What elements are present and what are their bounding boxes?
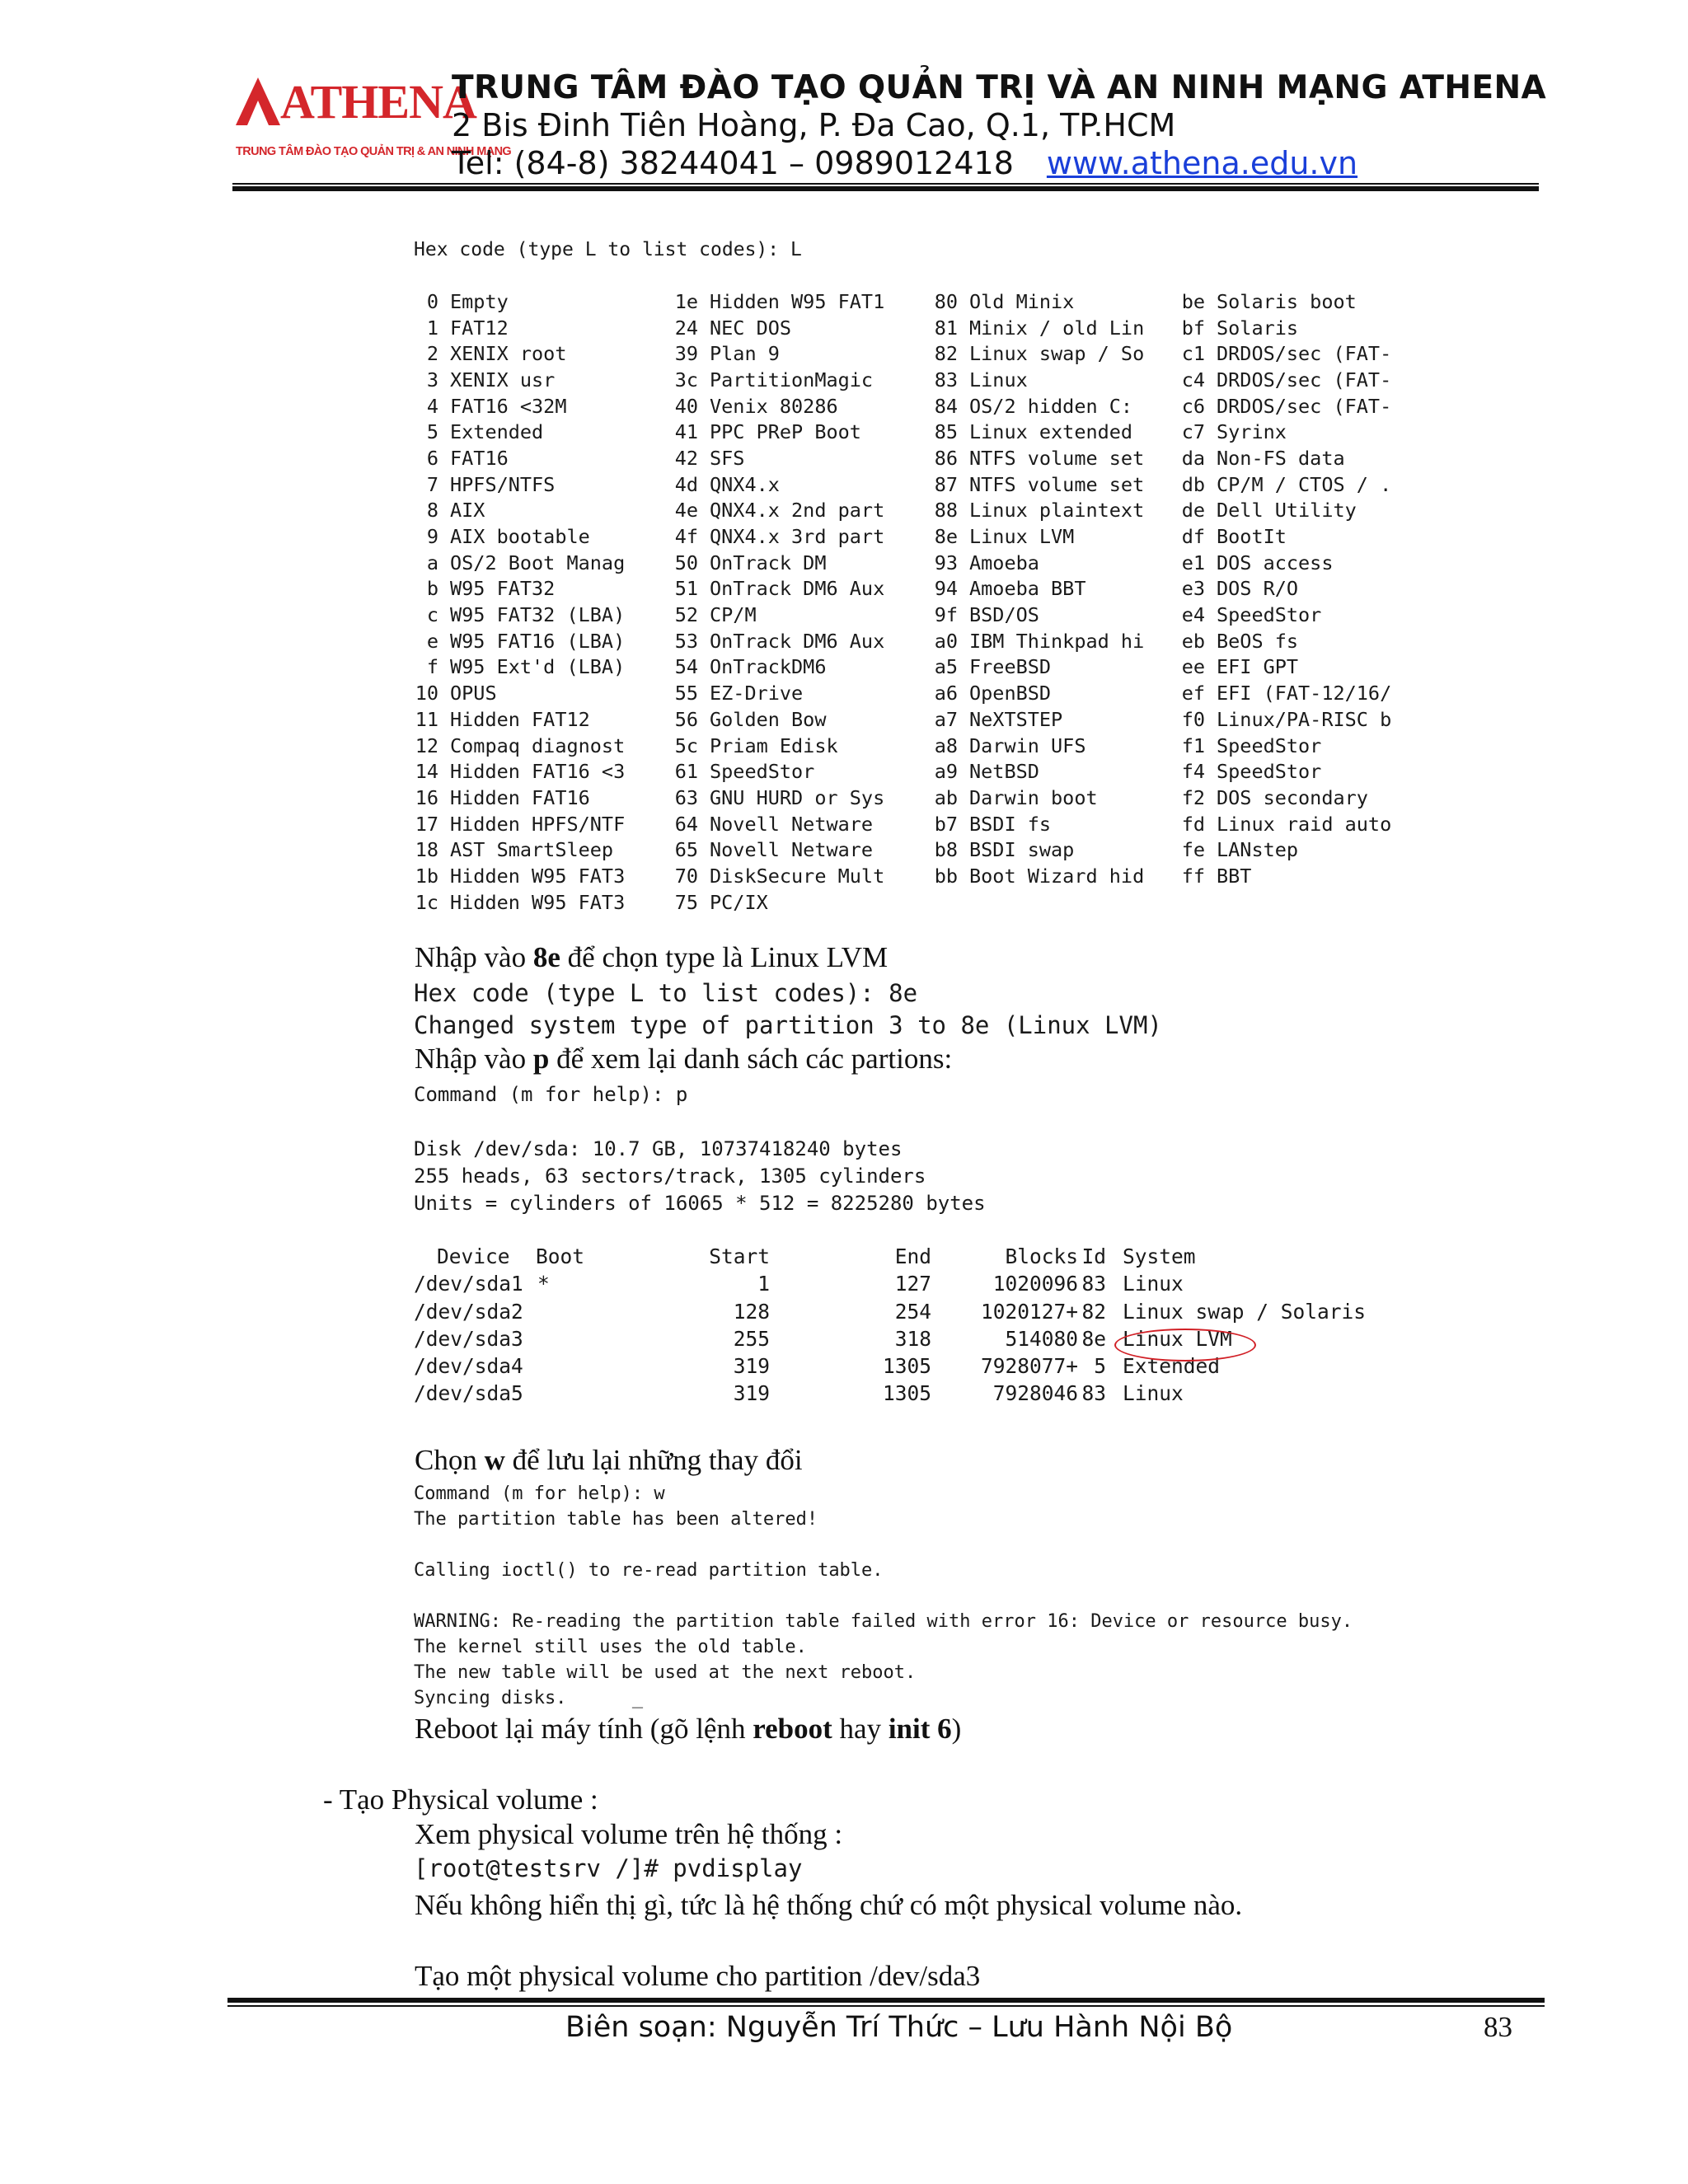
pv-note-text: Nếu không hiển thị gì, tức là hệ thống chứ có một physical volume nào. [415,1889,1243,1921]
type-name-cell: DOS access [1217,551,1334,574]
partition-col-5: 82 [1081,1299,1106,1324]
partition-col-2: 319 [733,1354,770,1379]
type-name-cell: BSD/OS [969,603,1039,627]
type-name-cell: Darwin UFS [969,733,1086,757]
partition-col-6: System [1123,1244,1196,1268]
type-code-cell: 82 [934,342,958,366]
type-code-cell: db [1181,472,1205,496]
type-code-cell: 54 [674,655,698,679]
partition-type-table [414,288,1414,916]
term-w-line-4: Calling ioctl() to re-read partition table. [414,1560,884,1581]
type-code-cell: ff [1181,864,1205,888]
type-code-cell: a9 [934,760,958,784]
partition-col-2: Start [709,1244,770,1268]
term-w-line-8: The new table will be used at the next reboot. [414,1662,917,1683]
type-name-cell: SpeedStor [1217,760,1322,784]
type-code-cell: 1e [674,289,698,313]
type-code-cell: 93 [934,551,958,574]
partition-type-row [414,471,1414,498]
type-code-cell: 7 [426,472,438,496]
header-title: TRUNG TÂM ĐÀO TẠO QUẢN TRỊ VÀ AN NINH MẠNG ATHENA [452,69,1547,106]
type-code-cell: e1 [1181,551,1205,574]
pvdisplay-command: [root@testsrv /]# pvdisplay [414,1854,803,1882]
footer-rule-thick [227,1998,1545,2003]
type-name-cell: Novell Netware [710,838,874,862]
type-name-cell: Old Minix [969,289,1075,313]
type-code-cell: c7 [1181,420,1205,444]
type-code-cell: b7 [934,812,958,836]
type-code-cell: ee [1181,655,1205,679]
logo-subtitle: TRUNG TÂM ĐÀO TẠO QUẢN TRỊ & AN NINH MẠNG [236,145,512,158]
type-name-cell: Extended [450,420,544,444]
type-code-cell: 53 [674,629,698,653]
type-name-cell: W95 FAT32 (LBA) [450,603,626,627]
type-code-cell: eb [1181,629,1205,653]
type-name-cell: Plan 9 [710,342,780,366]
type-name-cell: FAT16 <32M [450,394,567,418]
partition-col-3: 318 [894,1326,931,1351]
type-code-cell: 4d [674,472,698,496]
type-code-cell: 14 [415,760,438,784]
type-name-cell: BSDI fs [969,812,1052,836]
partition-col-4: Blocks [1005,1244,1078,1268]
type-code-cell: 83 [934,368,958,391]
type-name-cell: HPFS/NTFS [450,472,556,496]
type-name-cell: Linux/PA-RISC b [1217,707,1392,731]
type-name-cell: Venix 80286 [710,394,838,418]
step-w-text: Chọn w để lưu lại những thay đổi [415,1444,803,1476]
partition-type-row [414,837,1414,863]
type-name-cell: EZ-Drive [710,682,804,705]
type-code-cell: 51 [674,577,698,601]
type-name-cell: SpeedStor [1217,733,1322,757]
type-name-cell: FAT12 [450,316,509,340]
type-name-cell: QNX4.x [710,472,780,496]
type-name-cell: BBT [1217,864,1252,888]
type-name-cell: DRDOS/sec (FAT- [1217,368,1392,391]
partition-col-4: 1020127+ [980,1299,1078,1324]
header-phone: Tel: (84-8) 38244041 – 0989012418 [452,145,1014,181]
type-name-cell: OnTrack DM6 Aux [710,629,885,653]
type-name-cell: Hidden FAT12 [450,707,590,731]
type-name-cell: Hidden W95 FAT3 [450,864,626,888]
type-code-cell: be [1181,289,1205,313]
type-code-cell: 4 [426,394,438,418]
partition-type-row [414,628,1414,654]
type-name-cell: IBM Thinkpad hi [969,629,1145,653]
type-name-cell: Solaris [1217,316,1299,340]
term-w-line-6: WARNING: Re-reading the partition table failed with error 16: Device or resource busy. [414,1611,1353,1632]
type-code-cell: e3 [1181,577,1205,601]
partition-col-2: 319 [733,1381,770,1406]
partition-col-2: 128 [733,1299,770,1324]
partition-type-row [414,680,1414,706]
type-name-cell: Compaq diagnost [450,733,626,757]
step-p-text: Nhập vào p để xem lại danh sách các partions: [415,1043,953,1075]
partition-type-row [414,315,1414,341]
type-name-cell: NetBSD [969,760,1039,784]
term-w-line-2: The partition table has been altered! [414,1509,818,1530]
type-name-cell: PC/IX [710,890,768,914]
partition-type-row [414,498,1414,524]
type-code-cell: 42 [674,446,698,470]
type-code-cell: 1b [415,864,438,888]
header-website-link[interactable]: www.athena.edu.vn [1046,145,1358,181]
type-code-cell: 39 [674,342,698,366]
type-name-cell: CP/M [710,603,757,627]
type-code-cell: 16 [415,785,438,809]
partition-col-5: 83 [1081,1381,1106,1406]
partition-col-6: Linux swap / Solaris [1123,1299,1367,1324]
reboot-text: Reboot lại máy tính (gõ lệnh reboot hay init 6) [415,1713,962,1745]
type-name-cell: BootIt [1217,525,1287,549]
type-name-cell: Dell Utility [1217,499,1357,523]
type-code-cell: 70 [674,864,698,888]
athena-logo-icon [236,77,280,129]
type-code-cell: 1 [426,316,438,340]
partition-col-0: /dev/sda3 [414,1326,523,1351]
type-code-cell: b [426,577,438,601]
term-disk-units: Units = cylinders of 16065 * 512 = 8225280 bytes [414,1192,986,1215]
type-code-cell: df [1181,525,1205,549]
type-code-cell: 86 [934,446,958,470]
type-name-cell: SFS [710,446,745,470]
type-code-cell: 55 [674,682,698,705]
type-name-cell: Novell Netware [710,812,874,836]
type-name-cell: GNU HURD or Sys [710,785,885,809]
type-code-cell: a8 [934,733,958,757]
type-code-cell: 4e [674,499,698,523]
type-name-cell: OPUS [450,682,497,705]
reboot-cmd: reboot [753,1713,832,1745]
partition-type-row [414,550,1414,576]
partition-col-5: 5 [1094,1354,1106,1379]
partition-type-row [414,419,1414,445]
hex-code-prompt: Hex code (type L to list codes): L [414,239,802,260]
partition-type-row [414,785,1414,811]
type-name-cell: PartitionMagic [710,368,874,391]
partition-type-row [414,367,1414,393]
type-name-cell: DiskSecure Mult [710,864,885,888]
type-code-cell: 9 [426,525,438,549]
type-code-cell: 5c [674,733,698,757]
type-code-cell: 17 [415,812,438,836]
type-code-cell: c6 [1181,394,1205,418]
type-code-cell: a7 [934,707,958,731]
type-code-cell: e4 [1181,603,1205,627]
partition-type-row [414,758,1414,785]
page-number: 83 [1484,2011,1512,2043]
type-name-cell: Linux extended [969,420,1133,444]
partition-col-6: Linux [1123,1272,1184,1296]
type-code-cell: 6 [426,446,438,470]
partition-type-row [414,445,1414,471]
type-code-cell: ab [934,785,958,809]
partition-col-3: 1305 [882,1354,931,1379]
type-code-cell: 10 [415,682,438,705]
partition-type-row [414,706,1414,733]
partition-col-6: Extended [1123,1354,1221,1379]
type-name-cell: DRDOS/sec (FAT- [1217,342,1392,366]
type-code-cell [1167,889,1217,916]
type-code-cell: f [426,655,438,679]
pv-create-text: Tạo một physical volume cho partition /dev/sda3 [415,1960,981,1992]
type-code-cell: 41 [674,420,698,444]
type-name-cell: PPC PReP Boot [710,420,861,444]
partition-type-row [414,889,1414,916]
type-name-cell: Linux raid auto [1217,812,1392,836]
partition-col-4: 1020096 [992,1272,1078,1296]
type-name-cell: FAT16 [450,446,509,470]
type-code-cell: fd [1181,812,1205,836]
type-code-cell: 61 [674,760,698,784]
partition-col-0: /dev/sda5 [414,1381,523,1406]
type-code-cell: 3c [674,368,698,391]
partition-col-0: Device [437,1244,510,1268]
type-name-cell: LANstep [1217,838,1299,862]
header-address: 2 Bis Đinh Tiên Hoàng, P. Đa Cao, Q.1, TP.HCM [452,107,1176,143]
type-name-cell: NeXTSTEP [969,707,1063,731]
type-name-cell: Linux [969,368,1028,391]
partition-col-0: /dev/sda1 [414,1272,523,1296]
type-code-cell: 56 [674,707,698,731]
type-name-cell: AIX bootable [450,525,590,549]
type-code-cell: e [426,629,438,653]
partition-col-0: /dev/sda4 [414,1354,523,1379]
term-w-line-7: The kernel still uses the old table. [414,1637,807,1657]
type-name-cell: Priam Edisk [710,733,838,757]
partition-type-row [414,602,1414,628]
footer-rule-thin [227,2005,1545,2007]
type-code-cell: 12 [415,733,438,757]
type-name-cell: BeOS fs [1217,629,1299,653]
init6-cmd: init 6 [888,1713,952,1745]
type-code-cell: 1c [415,890,438,914]
term-changed-type: Changed system type of partition 3 to 8e (Linux LVM) [414,1011,1162,1039]
partition-col-3: End [894,1244,931,1268]
pv-see-text: Xem physical volume trên hệ thống : [415,1818,843,1850]
header-rule-thin [232,183,1539,185]
term-w-line-9: Syncing disks. _ [414,1688,644,1708]
step-w-key: w [484,1444,505,1476]
type-code-cell: 24 [674,316,698,340]
type-name-cell: DOS secondary [1217,785,1368,809]
type-name-cell: Syrinx [1217,420,1287,444]
type-code-cell: b8 [934,838,958,862]
type-code-cell: bb [934,864,958,888]
term-w-line-1: Command (m for help): w [414,1483,665,1504]
type-name-cell: Hidden HPFS/NTF [450,812,626,836]
type-code-cell: f0 [1181,707,1205,731]
type-name-cell: Boot Wizard hid [969,864,1145,888]
type-code-cell: a5 [934,655,958,679]
type-name-cell: Hidden FAT16 <3 [450,760,626,784]
type-name-cell: W95 FAT32 [450,577,556,601]
type-code-cell: 50 [674,551,698,574]
type-code-cell: 52 [674,603,698,627]
type-code-cell: 0 [426,289,438,313]
type-code-cell: 11 [415,707,438,731]
type-name-cell: SpeedStor [1217,603,1322,627]
partition-col-2: 1 [757,1272,770,1296]
type-name-cell: EFI (FAT-12/16/ [1217,682,1392,705]
type-code-cell: 75 [674,890,698,914]
partition-col-4: 7928046 [992,1381,1078,1406]
type-name-cell: Amoeba [969,551,1039,574]
type-code-cell: c [426,603,438,627]
type-code-cell: a6 [934,682,958,705]
type-name-cell: CP/M / CTOS / . [1217,472,1392,496]
type-name-cell: NTFS volume set [969,446,1145,470]
type-name-cell: OS/2 Boot Manag [450,551,626,574]
partition-col-3: 254 [894,1299,931,1324]
type-name-cell: DOS R/O [1217,577,1299,601]
type-name-cell: W95 Ext'd (LBA) [450,655,626,679]
partition-type-row [414,654,1414,681]
partition-col-5: 8e [1081,1326,1106,1351]
header-rule-thick [232,186,1539,191]
type-code-cell: a [426,551,438,574]
type-code-cell: f1 [1181,733,1205,757]
type-code-cell: 18 [415,838,438,862]
type-code-cell: 8e [934,525,958,549]
partition-col-3: 1305 [882,1381,931,1406]
type-name-cell: Linux plaintext [969,499,1145,523]
partition-col-0: /dev/sda2 [414,1299,523,1324]
term-disk-size: Disk /dev/sda: 10.7 GB, 10737418240 bytes [414,1137,903,1160]
type-name-cell: OnTrack DM6 Aux [710,577,885,601]
type-name-cell: Hidden W95 FAT1 [710,289,885,313]
type-code-cell: 4f [674,525,698,549]
type-name-cell: QNX4.x 3rd part [710,525,885,549]
type-name-cell: XENIX usr [450,368,556,391]
type-code-cell: fe [1181,838,1205,862]
type-name-cell: Hidden W95 FAT3 [450,890,626,914]
type-name-cell: Minix / old Lin [969,316,1145,340]
type-code-cell: 94 [934,577,958,601]
pv-section-title: - Tạo Physical volume : [323,1783,598,1816]
type-name-cell: Solaris boot [1217,289,1357,313]
header-contact [452,145,1357,181]
step-p-key: p [532,1043,550,1075]
partition-type-row [414,576,1414,602]
type-name-cell: Linux swap / So [969,342,1145,366]
partition-type-row [414,288,1414,315]
partition-type-row [414,863,1414,889]
type-code-cell: 87 [934,472,958,496]
partition-col-4: 7928077+ [980,1354,1078,1379]
step-8e-text: Nhập vào 8e để chọn type là Linux LVM [415,941,889,973]
partition-col-3: 127 [894,1272,931,1296]
partition-col-1: Boot [536,1244,585,1268]
type-name-cell: OpenBSD [969,682,1052,705]
type-code-cell: f4 [1181,760,1205,784]
type-name-cell: OnTrack DM [710,551,827,574]
type-name-cell [1217,889,1414,916]
partition-col-2: 255 [733,1326,770,1351]
partition-col-6: Linux [1123,1381,1184,1406]
type-name-cell: SpeedStor [710,760,815,784]
type-name-cell: AST SmartSleep [450,838,614,862]
partition-type-row [414,523,1414,550]
type-name-cell: Non-FS data [1217,446,1345,470]
type-code-cell: 64 [674,812,698,836]
type-name-cell: OnTrackDM6 [710,655,827,679]
type-name-cell: FreeBSD [969,655,1052,679]
type-name-cell [969,889,1167,916]
partition-type-row [414,733,1414,759]
type-name-cell: Empty [450,289,509,313]
type-name-cell: Darwin boot [969,785,1098,809]
type-code-cell: 88 [934,499,958,523]
athena-logo [232,73,512,171]
type-name-cell: XENIX root [450,342,567,366]
partition-type-row [414,340,1414,367]
type-code-cell: 3 [426,368,438,391]
type-code-cell: 5 [426,420,438,444]
term-command-p: Command (m for help): p [414,1083,688,1106]
type-code-cell: a0 [934,629,958,653]
partition-col-6: Linux LVM [1123,1326,1232,1351]
highlight-circle-linux-lvm [1114,1326,1256,1361]
type-code-cell: 80 [934,289,958,313]
type-code-cell: 84 [934,394,958,418]
step-8e-key: 8e [532,941,560,973]
partition-col-1: * [537,1272,550,1296]
partition-type-row [414,811,1414,837]
type-name-cell: NTFS volume set [969,472,1145,496]
type-code-cell: 8 [426,499,438,523]
type-code-cell [920,889,969,916]
type-code-cell: da [1181,446,1205,470]
type-name-cell: Golden Bow [710,707,827,731]
term-hex-8e: Hex code (type L to list codes): 8e [414,979,918,1007]
footer-author: Biên soạn: Nguyễn Trí Thức – Lưu Hành Nội Bộ [565,2011,1233,2044]
type-code-cell: 2 [426,342,438,366]
type-name-cell: Hidden FAT16 [450,785,590,809]
type-code-cell: c4 [1181,368,1205,391]
type-code-cell: de [1181,499,1205,523]
type-name-cell: DRDOS/sec (FAT- [1217,394,1392,418]
type-code-cell: bf [1181,316,1205,340]
type-name-cell: BSDI swap [969,838,1075,862]
type-code-cell: c1 [1181,342,1205,366]
type-code-cell: 63 [674,785,698,809]
type-name-cell: AIX [450,499,485,523]
type-code-cell: ef [1181,682,1205,705]
type-name-cell: Linux LVM [969,525,1075,549]
type-code-cell: f2 [1181,785,1205,809]
type-code-cell: 40 [674,394,698,418]
type-name-cell: Amoeba BBT [969,577,1086,601]
partition-col-4: 514080 [1005,1326,1078,1351]
type-code-cell: 9f [934,603,958,627]
logo-text: ATHENA [280,75,476,129]
term-disk-geometry: 255 heads, 63 sectors/track, 1305 cylinders [414,1165,926,1188]
type-name-cell: QNX4.x 2nd part [710,499,885,523]
type-name-cell: W95 FAT16 (LBA) [450,629,626,653]
type-name-cell: NEC DOS [710,316,792,340]
partition-col-5: Id [1081,1244,1106,1268]
type-code-cell: 85 [934,420,958,444]
type-code-cell: 81 [934,316,958,340]
partition-type-row [414,393,1414,419]
partition-col-5: 83 [1081,1272,1106,1296]
type-name-cell: OS/2 hidden C: [969,394,1133,418]
type-code-cell: 65 [674,838,698,862]
type-name-cell: EFI GPT [1217,655,1299,679]
